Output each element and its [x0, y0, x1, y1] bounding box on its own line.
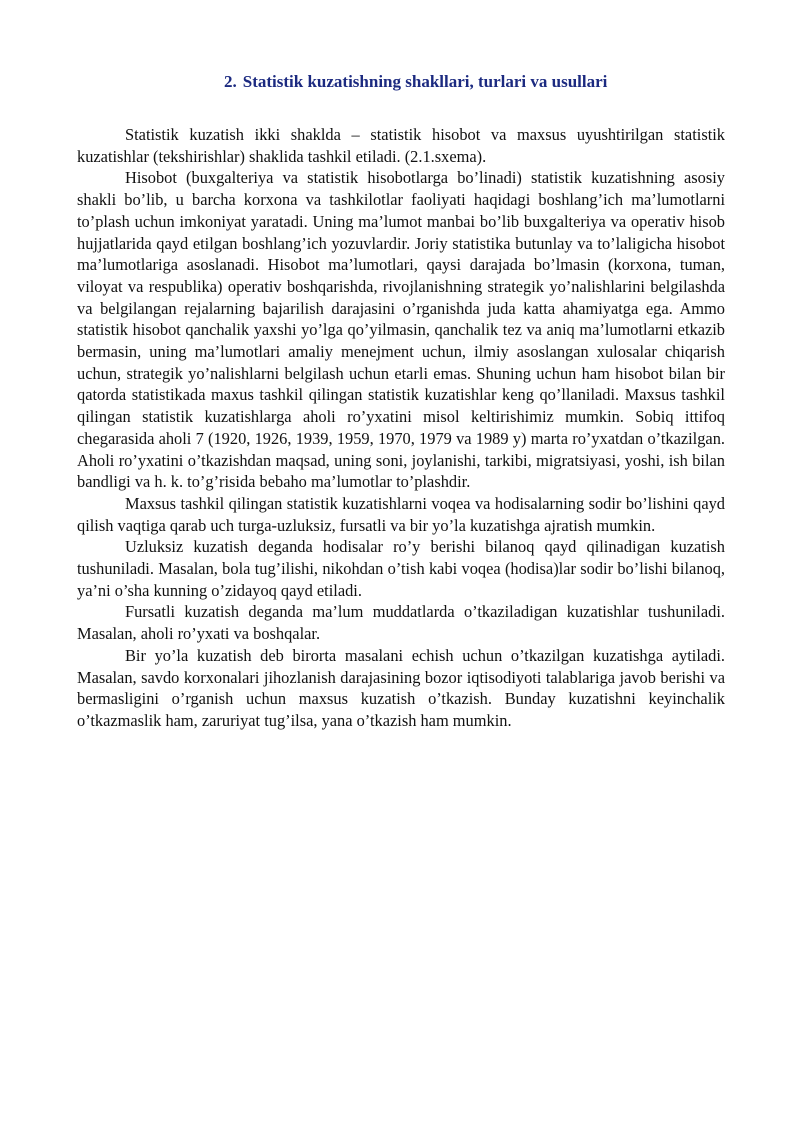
- section-title: Statistik kuzatishning shakllari, turlari va usullari: [242, 72, 608, 91]
- paragraph-forms: Statistik kuzatish ikki shaklda – statistik hisobot va maxsus uyushtirilgan statistik kuzatishlar (tekshirishlar) shaklida tashkil etiladi. (2.1.sxema).: [77, 125, 725, 166]
- paragraph-report: Hisobot (buxgalteriya va statistik hisobotlarga bo’linadi) statistik kuzatishning asosiy shakli bo’lib, u barcha korxona va tashkilotlar faoliyati haqidagi boshlang’ich ma’lumotlarni to’plash uchun imkoniyat yaratadi. Uning ma’lumot manbai bo’lib buxgalteriya va operativ hisob hujjatlarida qayd etilgan boshlang’ich yozuvlardir. Joriy statistika butunlay va to’laligicha hisobot ma’lumotlariga asoslanadi. Hisobot ma’lumotlari, qaysi darajada bo’lmasin (korxona, tuman, viloyat va respublika) operativ boshqarishda, rivojlanishning strategik yo’nalishlarini belgilashda va belgilangan rejalarning bajarilish darajasini o’rganishda juda katta ahamiyatga ega. Ammo statistik hisobot qanchalik yaxshi yo’lga qo’yilmasin, qanchalik tez va aniq ma’lumotlarni etkazib bermasin, uning ma’lumotlari amaliy menejment uchun, ilmiy asoslangan xulosalar chiqarish uchun, strategik yo’nalishlarni belgilash uchun etarli emas. Shuning uchun ham hisobot bilan bir qatorda statistikada maxus tashkil qilingan statistik kuzatishlar keng qo’llaniladi. Maxsus tashkil qilingan statistik kuzatishlarga aholi ro’yxatini misol keltirishimiz mumkin. Sobiq ittifoq chegarasida aholi 7 (1920, 1926, 1939, 1959, 1970, 1979 va 1989 y) marta ro’yxatdan o’tkazilgan. Aholi ro’yxatini o’tkazishdan maqsad, uning soni, joylanishi, tarkibi, migratsiyasi, yoshi, ish bilan bandligi va h. k. to’g’risida bebaho ma’lumotlar to’plashdir.: [77, 168, 725, 492]
- section-heading: [77, 62, 725, 102]
- document-page: [77, 62, 725, 732]
- section-number: 2.: [224, 72, 237, 91]
- paragraph-periodic: Fursatli kuzatish deganda ma’lum muddatlarda o’tkaziladigan kuzatishlar tushuniladi. Masalan, aholi ro’yxati va boshqalar.: [77, 602, 725, 644]
- paragraph-special-types: Maxsus tashkil qilingan statistik kuzatishlarni voqea va hodisalarning sodir bo’lishini qayd qilish vaqtiga qarab uch turga-uzluksiz, fursatli va bir yo’la kuzatishga ajratish mumkin.: [77, 493, 725, 535]
- paragraph-one-time: Bir yo’la kuzatish deb birorta masalani echish uchun o’tkazilgan kuzatishga aytiladi. Masalan, savdo korxonalari jihozlanish darajasining bozor iqtisodiyoti talablariga javob berishi va bermasligini o’rganish uchun maxsus kuzatish o’tkazish. Bunday kuzatishni keyinchalik o’tkazmaslik ham, zaruriyat tug’ilsa, yana o’tkazish ham mumkin.: [77, 645, 725, 730]
- paragraph-continuous: Uzluksiz kuzatish deganda hodisalar ro’y berishi bilanoq qayd qilinadigan kuzatish tushuniladi. Masalan, bola tug’ilishi, nikohdan o’tish kabi voqea (hodisa)lar sodir bo’lishi bilanoq, ya’ni o’sha kunning o’zidayoq qayd etiladi.: [77, 537, 725, 600]
